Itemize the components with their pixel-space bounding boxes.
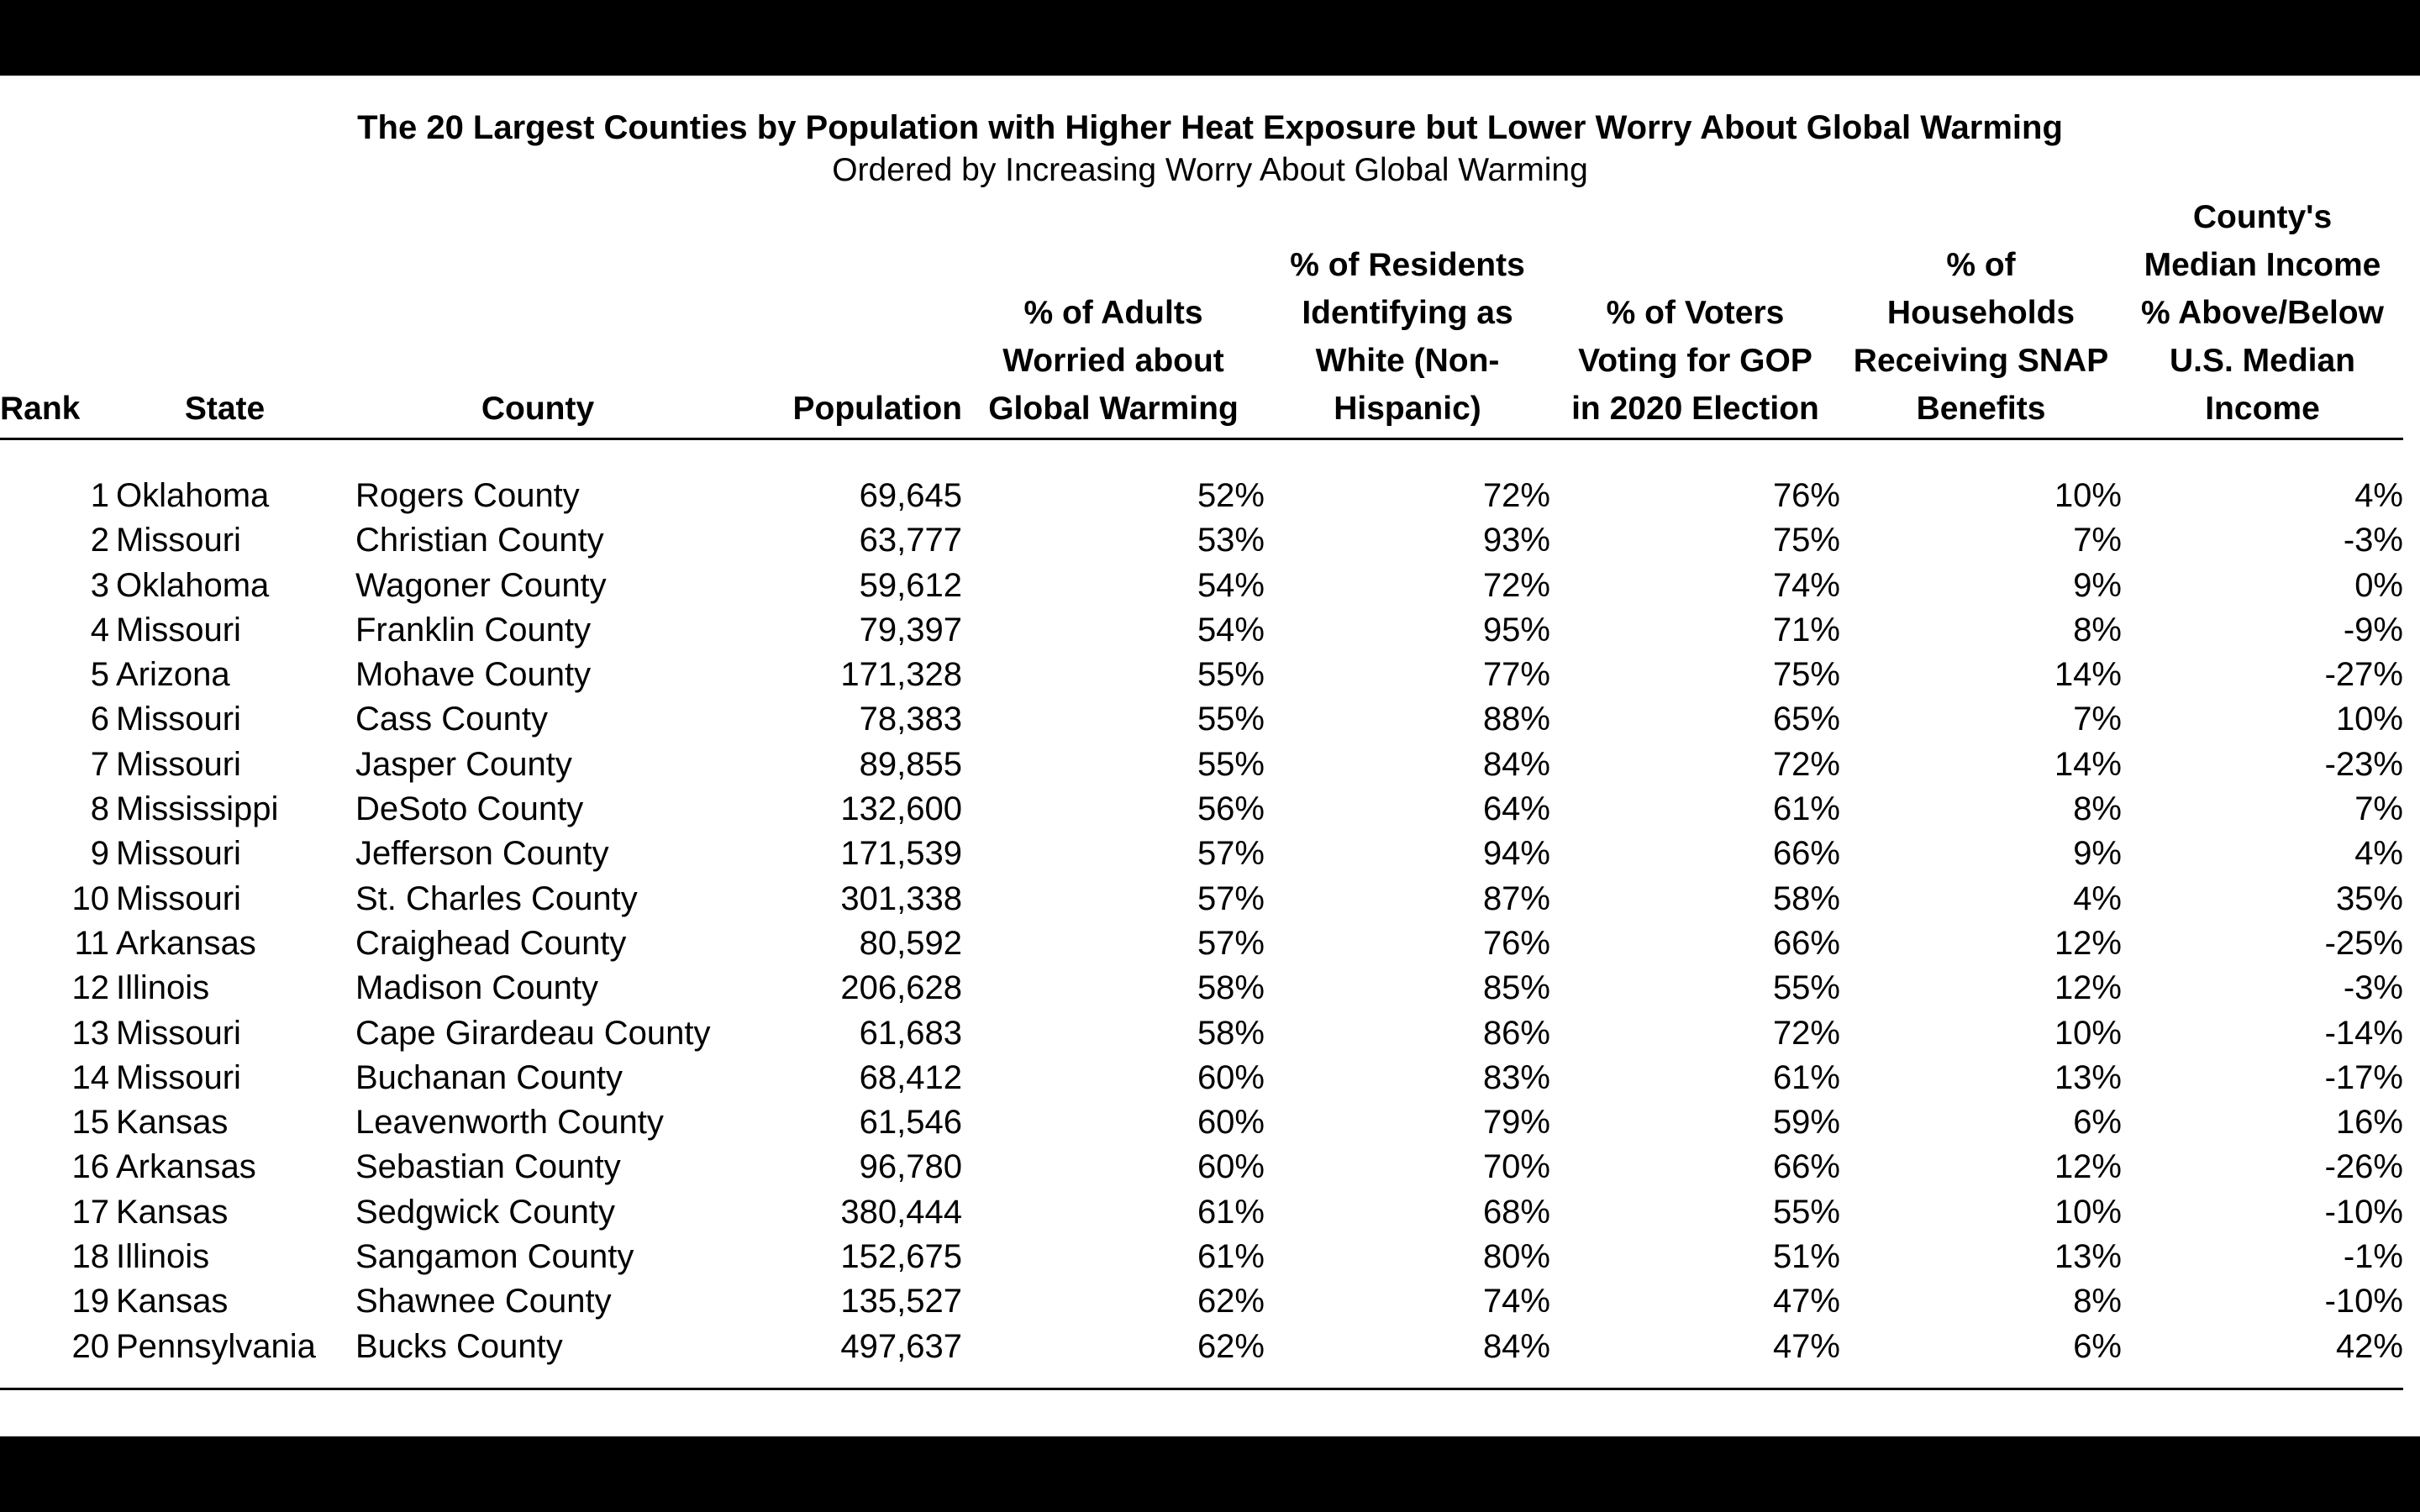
- pct-gop-cell: 61%: [1772, 1058, 1840, 1096]
- county-cell: Sebastian County: [355, 1148, 621, 1186]
- rank-cell: 14: [71, 1058, 109, 1096]
- pct-worried-cell: 54%: [1197, 566, 1265, 604]
- state-cell: Mississippi: [116, 790, 279, 828]
- table-row: [0, 832, 2403, 876]
- population-cell: 79,397: [859, 611, 962, 648]
- state-cell: Kansas: [116, 1283, 229, 1320]
- pct-gop-cell: 65%: [1772, 701, 1840, 738]
- pct-white-cell: 72%: [1482, 477, 1550, 514]
- column-header-median-income: [2122, 193, 2403, 439]
- table-row: [0, 564, 2403, 608]
- state-cell: Oklahoma: [116, 477, 270, 514]
- table-row: [0, 1056, 2403, 1100]
- pct-worried-cell: 57%: [1197, 835, 1265, 873]
- county-table: [0, 193, 2403, 1390]
- header-line: Receiving SNAP: [1853, 343, 2109, 379]
- header-line: Identifying as: [1302, 295, 1513, 331]
- population-cell: 135,527: [840, 1283, 962, 1320]
- rank-cell: 2: [90, 522, 109, 559]
- county-cell: Sangamon County: [355, 1238, 634, 1276]
- pct-white-cell: 70%: [1482, 1148, 1550, 1186]
- pct-gop-cell: 66%: [1772, 1148, 1840, 1186]
- population-cell: 80,592: [859, 924, 962, 962]
- rank-cell: 19: [71, 1283, 109, 1320]
- table-title: The 20 Largest Counties by Population with Higher Heat Exposure but Lower Worry About Global Warming: [357, 109, 2063, 146]
- header-line: Rank: [0, 391, 81, 427]
- rank-cell: 20: [71, 1327, 109, 1365]
- rank-cell: 16: [71, 1148, 109, 1186]
- pct-worried-cell: 61%: [1197, 1193, 1265, 1231]
- population-cell: 171,539: [840, 835, 962, 873]
- pct-gop-cell: 61%: [1772, 790, 1840, 828]
- table-body: [0, 439, 2403, 1389]
- county-cell: Cape Girardeau County: [355, 1014, 711, 1052]
- county-cell: Jasper County: [355, 745, 572, 783]
- header-line: Hispanic): [1334, 391, 1481, 427]
- rank-cell: 6: [90, 701, 109, 738]
- state-cell: Arizona: [116, 656, 230, 694]
- pct-worried-cell: 62%: [1197, 1283, 1265, 1320]
- pct-white-cell: 84%: [1482, 1327, 1550, 1365]
- median-income-cell: 0%: [2354, 566, 2403, 604]
- pct-snap-cell: 8%: [2073, 1283, 2122, 1320]
- pct-white-cell: 95%: [1482, 611, 1550, 648]
- state-cell: Arkansas: [116, 924, 256, 962]
- header-line: % Above/Below: [2141, 295, 2384, 331]
- median-income-cell: 10%: [2335, 701, 2403, 738]
- pct-snap-cell: 6%: [2073, 1327, 2122, 1365]
- pct-gop-cell: 47%: [1772, 1327, 1840, 1365]
- pct-worried-cell: 60%: [1197, 1104, 1265, 1142]
- pct-worried-cell: 58%: [1197, 1014, 1265, 1052]
- document-page: [0, 76, 2420, 1436]
- pct-white-cell: 85%: [1482, 969, 1550, 1007]
- median-income-cell: -3%: [2343, 969, 2403, 1007]
- pct-worried-cell: 61%: [1197, 1238, 1265, 1276]
- pct-worried-cell: 55%: [1197, 745, 1265, 783]
- column-header-pct-gop: [1550, 193, 1840, 439]
- median-income-cell: -17%: [2324, 1058, 2403, 1096]
- rank-cell: 17: [71, 1193, 109, 1231]
- county-cell: Madison County: [355, 969, 599, 1007]
- rank-cell: 12: [71, 969, 109, 1007]
- table-row: [0, 608, 2403, 653]
- table-row: [0, 743, 2403, 787]
- table-row: [0, 474, 2403, 518]
- state-cell: Missouri: [116, 745, 241, 783]
- header-row: [0, 193, 2403, 439]
- population-cell: 132,600: [840, 790, 962, 828]
- state-cell: Missouri: [116, 1058, 241, 1096]
- pct-gop-cell: 72%: [1772, 1014, 1840, 1052]
- pct-white-cell: 76%: [1482, 924, 1550, 962]
- state-cell: Pennsylvania: [116, 1327, 316, 1365]
- population-cell: 96,780: [859, 1148, 962, 1186]
- header-line: Households: [1886, 295, 2075, 331]
- pct-white-cell: 84%: [1482, 745, 1550, 783]
- table-row: [0, 1011, 2403, 1056]
- table-row: [0, 518, 2403, 563]
- population-cell: 61,683: [859, 1014, 962, 1052]
- population-cell: 301,338: [840, 879, 962, 917]
- population-cell: 63,777: [859, 522, 962, 559]
- rank-cell: 4: [90, 611, 109, 648]
- county-cell: Leavenworth County: [355, 1104, 664, 1142]
- pct-white-cell: 77%: [1482, 656, 1550, 694]
- pct-worried-cell: 54%: [1197, 611, 1265, 648]
- pct-white-cell: 80%: [1482, 1238, 1550, 1276]
- median-income-cell: -23%: [2324, 745, 2403, 783]
- header-line: Worried about: [1002, 343, 1224, 379]
- table-row: [0, 1325, 2403, 1369]
- state-cell: Missouri: [116, 1014, 241, 1052]
- state-cell: Kansas: [116, 1104, 229, 1142]
- table-row: [0, 653, 2403, 697]
- rank-cell: 3: [90, 566, 109, 604]
- rank-cell: 8: [90, 790, 109, 828]
- bottom-rule: [0, 1369, 2403, 1389]
- pct-snap-cell: 9%: [2073, 835, 2122, 873]
- pct-white-cell: 94%: [1482, 835, 1550, 873]
- median-income-cell: -9%: [2343, 611, 2403, 648]
- pct-white-cell: 88%: [1482, 701, 1550, 738]
- header-line: Population: [792, 391, 962, 427]
- pct-white-cell: 87%: [1482, 879, 1550, 917]
- pct-worried-cell: 62%: [1197, 1327, 1265, 1365]
- population-cell: 171,328: [840, 656, 962, 694]
- header-line: Income: [2205, 391, 2320, 427]
- pct-snap-cell: 7%: [2073, 701, 2122, 738]
- header-line: % of: [1946, 247, 2016, 283]
- state-cell: Missouri: [116, 522, 241, 559]
- population-cell: 68,412: [859, 1058, 962, 1096]
- header-line: Benefits: [1916, 391, 2046, 427]
- letterbox-bottom: [0, 1436, 2420, 1512]
- pct-gop-cell: 74%: [1772, 566, 1840, 604]
- pct-white-cell: 79%: [1482, 1104, 1550, 1142]
- county-cell: St. Charles County: [355, 879, 638, 917]
- pct-gop-cell: 72%: [1772, 745, 1840, 783]
- header-line: State: [184, 391, 266, 427]
- header-line: U.S. Median: [2169, 343, 2356, 379]
- county-cell: Jefferson County: [355, 835, 609, 873]
- header-line: County: [481, 391, 595, 427]
- median-income-cell: 42%: [2335, 1327, 2403, 1365]
- pct-snap-cell: 10%: [2054, 477, 2122, 514]
- table-row: [0, 1190, 2403, 1235]
- rank-cell: 10: [71, 879, 109, 917]
- median-income-cell: 16%: [2335, 1104, 2403, 1142]
- state-cell: Arkansas: [116, 1148, 256, 1186]
- median-income-cell: -26%: [2324, 1148, 2403, 1186]
- county-cell: Bucks County: [355, 1327, 563, 1365]
- pct-worried-cell: 53%: [1197, 522, 1265, 559]
- pct-worried-cell: 55%: [1197, 656, 1265, 694]
- population-cell: 59,612: [859, 566, 962, 604]
- table-row: [0, 966, 2403, 1011]
- county-cell: Christian County: [355, 522, 604, 559]
- table-row: [0, 787, 2403, 832]
- pct-snap-cell: 12%: [2054, 969, 2122, 1007]
- pct-worried-cell: 55%: [1197, 701, 1265, 738]
- pct-snap-cell: 10%: [2054, 1014, 2122, 1052]
- pct-white-cell: 68%: [1482, 1193, 1550, 1231]
- state-cell: Illinois: [116, 1238, 210, 1276]
- pct-worried-cell: 52%: [1197, 477, 1265, 514]
- table-row: [0, 1100, 2403, 1145]
- state-cell: Missouri: [116, 611, 241, 648]
- state-cell: Illinois: [116, 969, 210, 1007]
- state-cell: Missouri: [116, 879, 241, 917]
- state-cell: Missouri: [116, 701, 241, 738]
- pct-gop-cell: 75%: [1772, 522, 1840, 559]
- pct-worried-cell: 58%: [1197, 969, 1265, 1007]
- pct-snap-cell: 14%: [2054, 745, 2122, 783]
- column-header-population: [735, 193, 962, 439]
- county-cell: DeSoto County: [355, 790, 584, 828]
- median-income-cell: -14%: [2324, 1014, 2403, 1052]
- pct-gop-cell: 47%: [1772, 1283, 1840, 1320]
- population-cell: 69,645: [859, 477, 962, 514]
- median-income-cell: -10%: [2324, 1283, 2403, 1320]
- population-cell: 206,628: [840, 969, 962, 1007]
- median-income-cell: -10%: [2324, 1193, 2403, 1231]
- pct-white-cell: 83%: [1482, 1058, 1550, 1096]
- state-cell: Missouri: [116, 835, 241, 873]
- pct-snap-cell: 12%: [2054, 924, 2122, 962]
- pct-gop-cell: 71%: [1772, 611, 1840, 648]
- column-header-state: [109, 193, 340, 439]
- pct-worried-cell: 57%: [1197, 924, 1265, 962]
- county-cell: Buchanan County: [355, 1058, 623, 1096]
- pct-white-cell: 93%: [1482, 522, 1550, 559]
- pct-snap-cell: 9%: [2073, 566, 2122, 604]
- pct-white-cell: 74%: [1482, 1283, 1550, 1320]
- pct-snap-cell: 12%: [2054, 1148, 2122, 1186]
- header-line: Median Income: [2144, 247, 2381, 283]
- table-row: [0, 1279, 2403, 1324]
- column-header-rank: [0, 193, 109, 439]
- median-income-cell: 35%: [2335, 879, 2403, 917]
- county-cell: Craighead County: [355, 924, 627, 962]
- pct-gop-cell: 75%: [1772, 656, 1840, 694]
- pct-worried-cell: 56%: [1197, 790, 1265, 828]
- county-cell: Shawnee County: [355, 1283, 612, 1320]
- pct-snap-cell: 7%: [2073, 522, 2122, 559]
- column-header-pct-white: [1265, 193, 1550, 439]
- median-income-cell: -1%: [2343, 1238, 2403, 1276]
- population-cell: 61,546: [859, 1104, 962, 1142]
- header-line: County's: [2192, 199, 2333, 235]
- median-income-cell: 7%: [2354, 790, 2403, 828]
- pct-gop-cell: 76%: [1772, 477, 1840, 514]
- header-line: in 2020 Election: [1571, 391, 1819, 427]
- header-line: Voting for GOP: [1578, 343, 1812, 379]
- pct-worried-cell: 57%: [1197, 879, 1265, 917]
- rank-cell: 13: [71, 1014, 109, 1052]
- pct-snap-cell: 8%: [2073, 790, 2122, 828]
- rank-cell: 9: [90, 835, 109, 873]
- population-cell: 497,637: [840, 1327, 962, 1365]
- county-cell: Mohave County: [355, 656, 592, 694]
- pct-white-cell: 72%: [1482, 566, 1550, 604]
- median-income-cell: 4%: [2354, 477, 2403, 514]
- header-line: White (Non-: [1315, 343, 1500, 379]
- county-cell: Cass County: [355, 701, 548, 738]
- pct-gop-cell: 51%: [1772, 1238, 1840, 1276]
- pct-white-cell: 86%: [1482, 1014, 1550, 1052]
- pct-snap-cell: 13%: [2054, 1238, 2122, 1276]
- state-cell: Oklahoma: [116, 566, 270, 604]
- median-income-cell: -3%: [2343, 522, 2403, 559]
- pct-gop-cell: 55%: [1772, 969, 1840, 1007]
- pct-snap-cell: 6%: [2073, 1104, 2122, 1142]
- table-row: [0, 1235, 2403, 1279]
- pct-gop-cell: 66%: [1772, 835, 1840, 873]
- pct-worried-cell: 60%: [1197, 1058, 1265, 1096]
- table-row: [0, 1145, 2403, 1189]
- header-line: % of Residents: [1290, 247, 1525, 283]
- column-header-county: [340, 193, 735, 439]
- pct-snap-cell: 14%: [2054, 656, 2122, 694]
- pct-gop-cell: 58%: [1772, 879, 1840, 917]
- header-line: Global Warming: [988, 391, 1239, 427]
- pct-snap-cell: 4%: [2073, 879, 2122, 917]
- median-income-cell: -25%: [2324, 924, 2403, 962]
- table-row: [0, 921, 2403, 966]
- pct-snap-cell: 10%: [2054, 1193, 2122, 1231]
- state-cell: Kansas: [116, 1193, 229, 1231]
- county-cell: Sedgwick County: [355, 1193, 616, 1231]
- table-row: [0, 697, 2403, 742]
- population-cell: 152,675: [840, 1238, 962, 1276]
- county-cell: Wagoner County: [355, 566, 607, 604]
- population-cell: 380,444: [840, 1193, 962, 1231]
- population-cell: 89,855: [859, 745, 962, 783]
- header-line: % of Adults: [1023, 295, 1203, 331]
- pct-snap-cell: 13%: [2054, 1058, 2122, 1096]
- pct-snap-cell: 8%: [2073, 611, 2122, 648]
- pct-white-cell: 64%: [1482, 790, 1550, 828]
- population-cell: 78,383: [859, 701, 962, 738]
- median-income-cell: -27%: [2324, 656, 2403, 694]
- county-cell: Rogers County: [355, 477, 580, 514]
- rank-cell: 5: [90, 656, 109, 694]
- column-header-pct-snap: [1840, 193, 2122, 439]
- rank-cell: 7: [90, 745, 109, 783]
- rank-cell: 1: [90, 477, 109, 514]
- rank-cell: 11: [74, 924, 109, 962]
- letterbox-top: [0, 0, 2420, 76]
- rank-cell: 15: [71, 1104, 109, 1142]
- table-subtitle: Ordered by Increasing Worry About Global Warming: [832, 152, 1588, 188]
- pct-worried-cell: 60%: [1197, 1148, 1265, 1186]
- rank-cell: 18: [71, 1238, 109, 1276]
- table-row: [0, 877, 2403, 921]
- median-income-cell: 4%: [2354, 835, 2403, 873]
- pct-gop-cell: 55%: [1772, 1193, 1840, 1231]
- spacer-row: [0, 439, 2403, 475]
- county-cell: Franklin County: [355, 611, 592, 648]
- header-line: % of Voters: [1606, 295, 1785, 331]
- column-header-pct-worried: [962, 193, 1265, 439]
- pct-gop-cell: 59%: [1772, 1104, 1840, 1142]
- pct-gop-cell: 66%: [1772, 924, 1840, 962]
